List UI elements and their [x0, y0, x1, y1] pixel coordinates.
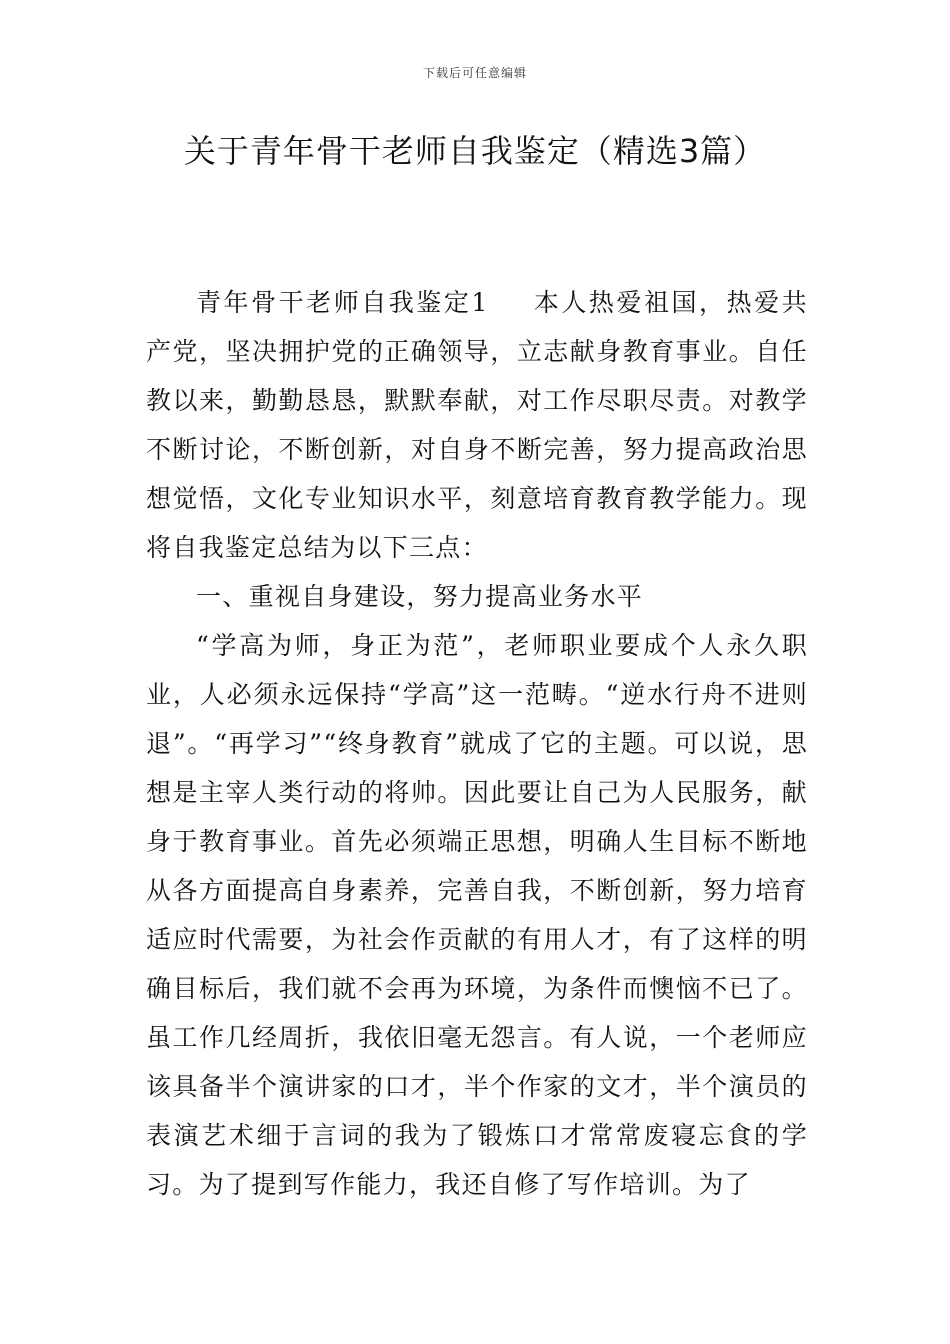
point1-heading: 一、重视自身建设，努力提高业务水平: [196, 582, 644, 611]
intro-paragraph: [146, 278, 808, 572]
section-heading: 青年骨干老师自我鉴定1: [196, 288, 489, 317]
intro-text: 本人热爱祖国，热爱共产党，坚决拥护党的正确领导，立志献身教育事业。自任教以来，勤勤恳恳，默默奉献，对工作尽职尽责。对教学不断讨论，不断创新，对自身不断完善，努力提高政治思想觉悟，文化专业知识水平，刻意培育教育教学能力。现将自我鉴定总结为以下三点：: [146, 288, 808, 562]
document-title: 关于青年骨干老师自我鉴定（精选3篇）: [183, 132, 767, 170]
point1-paragraph: “学高为师，身正为范”，老师职业要成个人永久职业，人必须永远保持“学高”这一范畴。“逆水行舟不进则退”。“再学习”“终身教育”就成了它的主题。可以说，思想是主宰人类行动的将帅。因此要让自己为人民服务，献身于教育事业。首先必须端正思想，明确人生目标不断地从各方面提高自身素养，完善自我，不断创新，努力培育适应时代需要，为社会作贡献的有用人才，有了这样的明确目标后，我们就不会再为环境，为条件而懊恼不已了。虽工作几经周折，我依旧毫无怨言。有人说，一个老师应该具备半个演讲家的口才，半个作家的文才，半个演员的表演艺术细于言词的我为了锻炼口才常常废寝忘食的学习。为了提到写作能力，我还自修了写作培训。为了: [146, 631, 808, 1199]
document-body: [146, 278, 808, 1209]
header-note: 下载后可任意编辑: [422, 66, 527, 80]
